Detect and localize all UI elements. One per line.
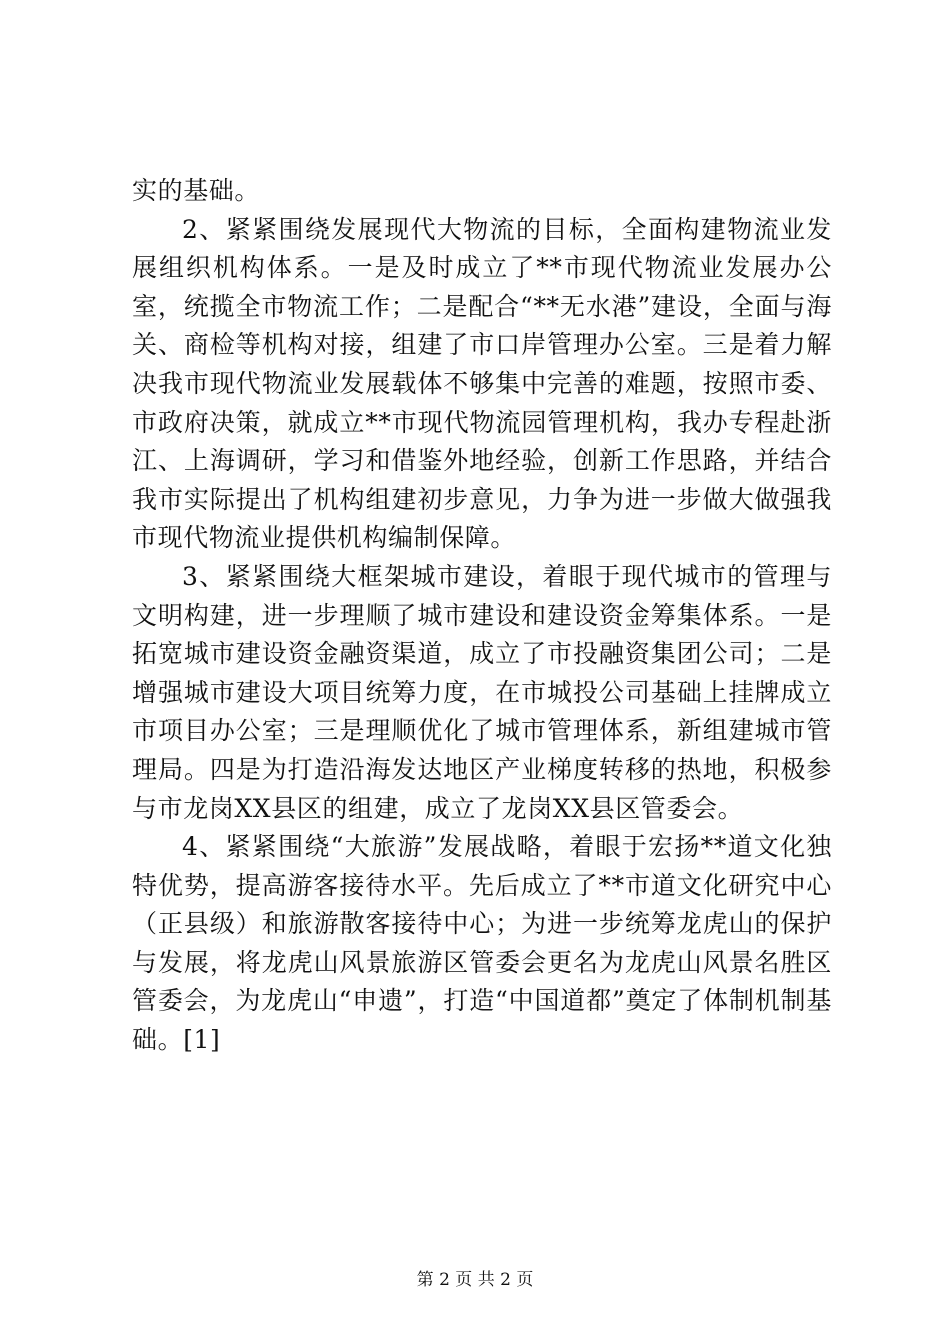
document-body [132,172,832,1060]
paragraph-continuation: 实的基础。 [132,176,261,205]
paragraph-city-construction: 3、紧紧围绕大框架城市建设，着眼于现代城市的管理与文明构建，进一步理顺了城市建设和建设资金筹集体系。一是拓宽城市建设资金融资渠道，成立了市投融资集团公司；二是增强城市建设大项目统筹力度，在市城投公司基础上挂牌成立市项目办公室；三是理顺优化了城市管理体系，新组建城市管理局。四是为打造沿海发达地区产业梯度转移的热地，积极参与市龙岗XX县区的组建，成立了龙岗XX县区管委会。 [132,561,832,823]
page-footer: 第 2 页 共 2 页 [416,1270,534,1290]
paragraph-logistics: 2、紧紧围绕发展现代大物流的目标，全面构建物流业发展组织机构体系。一是及时成立了**市现代物流业发展办公室，统揽全市物流工作；二是配合“**无水港”建设，全面与海关、商检等机构对接，组建了市口岸管理办公室。三是着力解决我市现代物流业发展载体不够集中完善的难题，按照市委、市政府决策，就成立**市现代物流园管理机构，我办专程赴浙江、上海调研，学习和借鉴外地经验，创新工作思路，并结合我市实际提出了机构组建初步意见，力争为进一步做大做强我市现代物流业提供机构编制保障。 [132,214,832,553]
paragraph-tourism: 4、紧紧围绕“大旅游”发展战略，着眼于宏扬**道文化独特优势，提高游客接待水平。先后成立了**市道文化研究中心（正县级）和旅游散客接待中心；为进一步统筹龙虎山的保护与发展，将龙虎山风景旅游区管委会更名为龙虎山风景名胜区管委会，为龙虎山“申遗”，打造“中国道都”奠定了体制机制基础。[1] [132,832,832,1055]
